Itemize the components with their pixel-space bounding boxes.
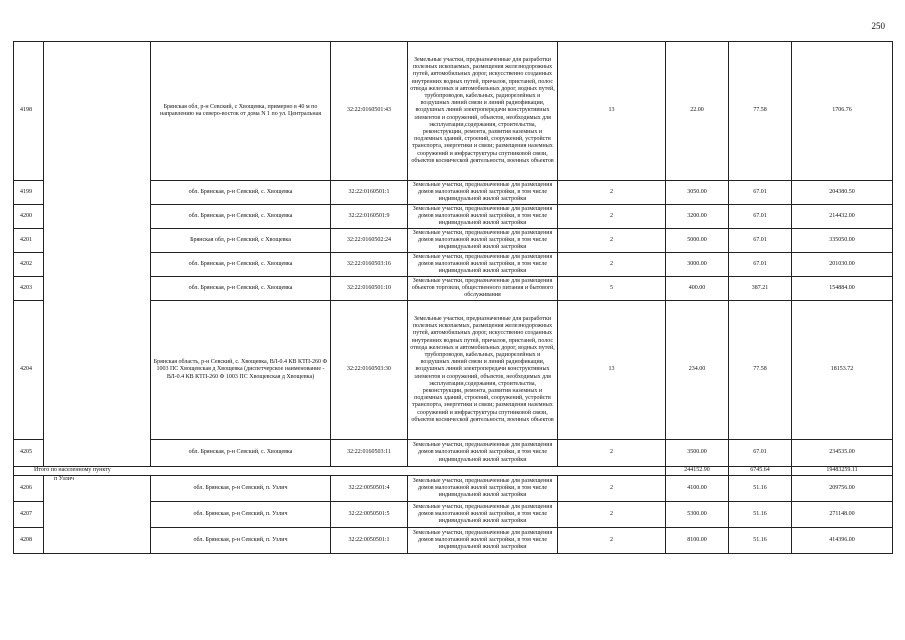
row-area: 4100.00	[666, 476, 729, 502]
row-cadastral: 32:22:0050501:1	[331, 528, 408, 554]
row-id: 4208	[14, 528, 44, 554]
row-area: 400.00	[666, 277, 729, 301]
row-rate: 67.01	[729, 440, 792, 467]
row-value: 204380.50	[792, 181, 893, 205]
row-address: обл. Брянская, р-н Севский, с. Хвощевка	[151, 205, 331, 229]
row-value: 201030.00	[792, 253, 893, 277]
row-purpose: Земельные участки, предназначенные для размещения домов малоэтажной жилой застройки, в том числе индивидуальной жилой застройки	[408, 181, 558, 205]
row-group: 13	[558, 301, 666, 440]
row-cadastral: 32:22:0160501:43	[331, 42, 408, 181]
row-purpose: Земельные участки, предназначенные для размещения домов малоэтажной жилой застройки, в том числе индивидуальной жилой застройки	[408, 528, 558, 554]
row-purpose: Земельные участки, предназначенные для размещения домов малоэтажной жилой застройки, в том числе индивидуальной жилой застройки	[408, 476, 558, 502]
row-cadastral: 32:22:0160503:11	[331, 440, 408, 467]
row-value: 214432.00	[792, 205, 893, 229]
row-address: обл. Брянская, р-н Севский, с. Хвощевка	[151, 277, 331, 301]
total-value: 19483259.11	[792, 467, 893, 476]
locality-cell	[44, 42, 151, 467]
row-rate: 387.21	[729, 277, 792, 301]
row-group: 2	[558, 476, 666, 502]
row-cadastral: 32:22:0160502:24	[331, 229, 408, 253]
row-id: 4204	[14, 301, 44, 440]
row-address: обл. Брянская, р-н Севский, п. Узлич	[151, 528, 331, 554]
row-area: 22.00	[666, 42, 729, 181]
row-area: 234.00	[666, 301, 729, 440]
row-value: 234535.00	[792, 440, 893, 467]
total-area: 244152.90	[666, 467, 729, 476]
row-group: 2	[558, 253, 666, 277]
row-cadastral: 32:22:0050501:4	[331, 476, 408, 502]
row-purpose: Земельные участки, предназначенные для размещения домов малоэтажной жилой застройки, в том числе индивидуальной жилой застройки	[408, 253, 558, 277]
row-group: 2	[558, 440, 666, 467]
page-number: 250	[871, 21, 885, 31]
row-value: 271148.00	[792, 502, 893, 528]
row-group: 2	[558, 181, 666, 205]
row-address: обл. Брянская, р-н Севский, с. Хвощевка	[151, 440, 331, 467]
row-cadastral: 32:22:0160503:30	[331, 301, 408, 440]
row-cadastral: 32:22:0160501:9	[331, 205, 408, 229]
table-row	[14, 476, 893, 502]
table-row	[14, 42, 893, 181]
row-id: 4203	[14, 277, 44, 301]
row-value: 414396.00	[792, 528, 893, 554]
row-rate: 51.16	[729, 528, 792, 554]
row-value: 18153.72	[792, 301, 893, 440]
row-id: 4198	[14, 42, 44, 181]
row-id: 4202	[14, 253, 44, 277]
locality-name: п Узлич	[44, 476, 151, 554]
row-area: 3500.00	[666, 440, 729, 467]
row-cadastral: 32:22:0160501:1	[331, 181, 408, 205]
row-cadastral: 32:22:0160503:16	[331, 253, 408, 277]
row-id: 4206	[14, 476, 44, 502]
row-value: 335050.00	[792, 229, 893, 253]
total-rate: 6745.64	[729, 467, 792, 476]
row-purpose: Земельные участки, предназначенные для разработки полезных ископаемых, размещения железнодорожных путей, автомобильных дорог, искусственно созданных внутренних водных путей, причалов, пристаней, полос отвода железных и автомобильных дорог, водных путей, трубопроводов, кабельных, радиорелейных и воздушных линий связи и линий радиофикации, воздушных линий электропередачи конструктивных элементов и сооружений, объектов, необходимых для эксплуатации,содержания, строительства, реконструкции, ремонта, развития наземных и подземных зданий, строений, сооружений, устройств транспорта, энергетики и связи; размещения наземных сооружений и инфраструктуры спутниковой связи, объектов космической деятельности, военных объектов	[408, 42, 558, 181]
row-id: 4201	[14, 229, 44, 253]
row-area: 3200.00	[666, 205, 729, 229]
row-rate: 67.01	[729, 205, 792, 229]
row-purpose: Земельные участки, предназначенные для размещения домов малоэтажной жилой застройки, в том числе индивидуальной жилой застройки	[408, 205, 558, 229]
row-value: 154884.00	[792, 277, 893, 301]
row-area: 8100.00	[666, 528, 729, 554]
row-area: 3050.00	[666, 181, 729, 205]
row-rate: 51.16	[729, 502, 792, 528]
row-address: Брянская область, р-н Севский, с. Хвощевка, ВЛ-0.4 КВ КТП-260 Ф 1003 ПС Хвощевская д Хвощевка (диспетчерское наименование - ВЛ-0.4 КВ КТП-260 Ф 1003 ПС Хвощевская д Хвощевка)	[151, 301, 331, 440]
row-area: 5300.00	[666, 502, 729, 528]
row-id: 4200	[14, 205, 44, 229]
row-group: 2	[558, 528, 666, 554]
row-group: 2	[558, 205, 666, 229]
row-id: 4205	[14, 440, 44, 467]
row-rate: 67.01	[729, 229, 792, 253]
row-id: 4199	[14, 181, 44, 205]
row-cadastral: 32:22:0160501:10	[331, 277, 408, 301]
table-body	[14, 42, 893, 554]
row-group: 13	[558, 42, 666, 181]
row-rate: 67.01	[729, 181, 792, 205]
row-value: 1706.76	[792, 42, 893, 181]
row-value: 209756.00	[792, 476, 893, 502]
row-address: обл. Брянская, р-н Севский, с. Хвощевка	[151, 253, 331, 277]
row-area: 5000.00	[666, 229, 729, 253]
row-purpose: Земельные участки, предназначенные для разработки полезных ископаемых, размещения железнодорожных путей, автомобильных дорог, искусственно созданных внутренних водных путей, причалов, пристаней, полос отвода железных и автомобильных дорог, водных путей, трубопроводов, кабельных, радиорелейных и воздушных линий связи и линий радиофикации, воздушных линий электропередачи конструктивных элементов и сооружений, объектов, необходимых для эксплуатации,содержания, строительства, реконструкции, ремонта, развития наземных и подземных зданий, строений, сооружений, устройств транспорта, энергетики и связи; размещения наземных сооружений и инфраструктуры спутниковой связи, объектов космической деятельности, военных объектов	[408, 301, 558, 440]
row-rate: 77.58	[729, 301, 792, 440]
row-purpose: Земельные участки, предназначенные для размещения объектов торговли, общественного питания и бытового обслуживания	[408, 277, 558, 301]
row-address: обл. Брянская, р-н Севский, с. Хвощевка	[151, 181, 331, 205]
total-label: Итого по населенному пункту	[14, 467, 666, 476]
row-id: 4207	[14, 502, 44, 528]
row-group: 2	[558, 502, 666, 528]
row-address: обл. Брянская, р-н Севский, п. Узлич	[151, 476, 331, 502]
row-purpose: Земельные участки, предназначенные для размещения домов малоэтажной жилой застройки, в том числе индивидуальной жилой застройки	[408, 229, 558, 253]
row-group: 2	[558, 229, 666, 253]
row-address: обл. Брянская, р-н Севский, п. Узлич	[151, 502, 331, 528]
row-rate: 67.01	[729, 253, 792, 277]
row-rate: 77.58	[729, 42, 792, 181]
row-purpose: Земельные участки, предназначенные для размещения домов малоэтажной жилой застройки, в том числе индивидуальной жилой застройки	[408, 440, 558, 467]
row-group: 5	[558, 277, 666, 301]
land-registry-table	[13, 41, 893, 554]
row-area: 3000.00	[666, 253, 729, 277]
total-row	[14, 467, 893, 476]
row-purpose: Земельные участки, предназначенные для размещения домов малоэтажной жилой застройки, в том числе индивидуальной жилой застройки	[408, 502, 558, 528]
row-rate: 51.16	[729, 476, 792, 502]
row-address: Брянская обл, р-н Севский, с Хвощевка, примерно в 40 м по направлению на северо-восток от дома N 1 по ул. Центральная	[151, 42, 331, 181]
row-address: Брянская обл, р-н Севский, с Хвощевка	[151, 229, 331, 253]
row-cadastral: 32:22:0050501:5	[331, 502, 408, 528]
